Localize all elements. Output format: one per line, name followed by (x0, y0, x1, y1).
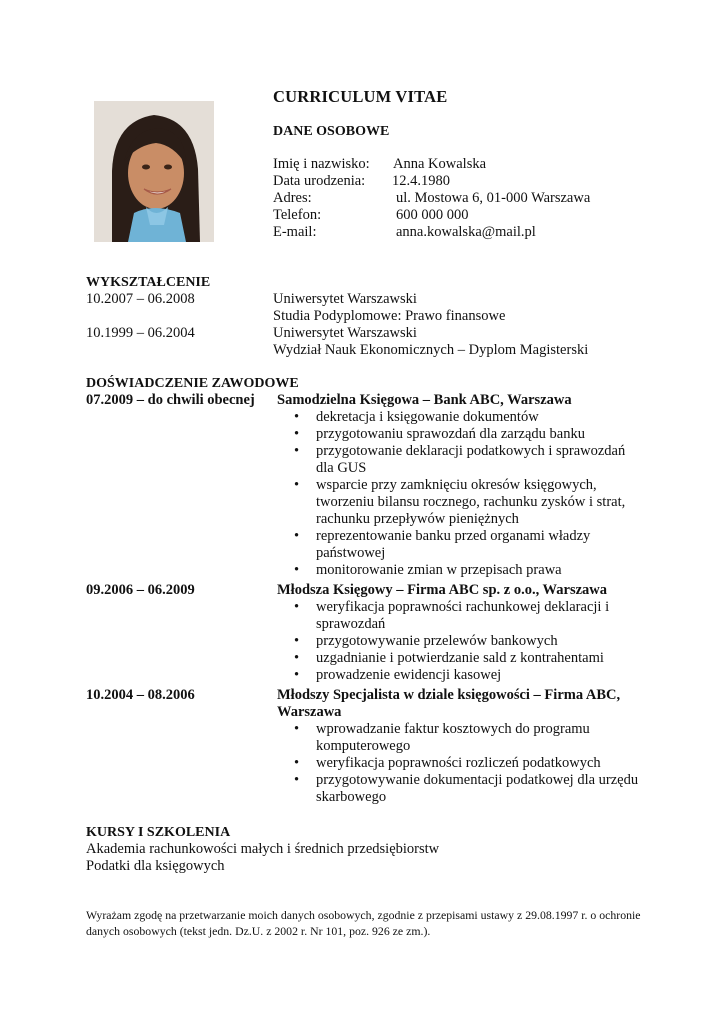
education-program: Wydział Nauk Ekonomicznych – Dyplom Magisterski (273, 342, 589, 358)
list-item: • weryfikacja poprawności rozliczeń podatkowych (316, 755, 646, 772)
personal-name-value: Anna Kowalska (393, 156, 487, 172)
list-item: • przygotowaniu sprawozdań dla zarządu banku (316, 426, 646, 443)
personal-birthdate-value: 12.4.1980 (392, 173, 450, 189)
personal-address-label: Adres: (273, 190, 312, 206)
list-item: • uzgadnianie i potwierdzanie sald z kontrahentami (316, 650, 646, 667)
education-school: Uniwersytet Warszawski (273, 325, 417, 341)
job-date: 09.2006 – 06.2009 (86, 582, 195, 598)
profile-photo (94, 101, 214, 242)
job-duties-list (316, 409, 646, 579)
courses-heading: KURSY I SZKOLENIA (86, 825, 231, 840)
job-title: Samodzielna Księgowa – Bank ABC, Warszawa (277, 392, 572, 408)
list-item: • prowadzenie ewidencji kasowej (316, 667, 646, 684)
list-item: • monitorowanie zmian w przepisach prawa (316, 562, 646, 579)
job-duties-list (316, 599, 646, 684)
personal-email-value: anna.kowalska@mail.pl (396, 224, 536, 240)
job-title-continued: Warszawa (277, 704, 342, 720)
personal-name-label: Imię i nazwisko: (273, 156, 370, 172)
list-item: • przygotowanie deklaracji podatkowych i sprawozdań dla GUS (316, 443, 646, 477)
job-date: 10.2004 – 08.2006 (86, 687, 195, 703)
personal-email-label: E-mail: (273, 224, 317, 240)
education-date: 10.2007 – 06.2008 (86, 291, 195, 307)
personal-phone-label: Telefon: (273, 207, 322, 223)
personal-phone-value: 600 000 000 (396, 207, 469, 223)
list-item: • przygotowywanie dokumentacji podatkowej dla urzędu skarbowego (316, 772, 646, 806)
job-title: Młodszy Specjalista w dziale księgowości – Firma ABC, (277, 687, 621, 703)
list-item: • weryfikacja poprawności rachunkowej deklaracji i sprawozdań (316, 599, 646, 633)
list-item: • wprowadzanie faktur kosztowych do programu komputerowego (316, 721, 646, 755)
list-item: • reprezentowanie banku przed organami władzy państwowej (316, 528, 646, 562)
education-program: Studia Podyplomowe: Prawo finansowe (273, 308, 506, 324)
list-item: • przygotowywanie przelewów bankowych (316, 633, 646, 650)
personal-address-value: ul. Mostowa 6, 01-000 Warszawa (396, 190, 591, 206)
job-duties-list (316, 721, 646, 806)
personal-heading: DANE OSOBOWE (273, 124, 390, 139)
list-item: • wsparcie przy zamknięciu okresów księgowych, tworzeniu bilansu rocznego, rachunku zysków i strat, rachunku przepływów pieniężnych (316, 477, 646, 528)
personal-birthdate-label: Data urodzenia: (273, 173, 366, 189)
job-title: Młodsza Księgowy – Firma ABC sp. z o.o., Warszawa (277, 582, 607, 598)
education-school: Uniwersytet Warszawski (273, 291, 417, 307)
course-item: Podatki dla księgowych (86, 858, 225, 874)
job-date: 07.2009 – do chwili obecnej (86, 392, 255, 408)
education-date: 10.1999 – 06.2004 (86, 325, 195, 341)
list-item: • dekretacja i księgowanie dokumentów (316, 409, 646, 426)
page-title: CURRICULUM VITAE (273, 87, 448, 106)
course-item: Akademia rachunkowości małych i średnich przedsiębiorstw (86, 841, 440, 857)
education-heading: WYKSZTAŁCENIE (86, 275, 211, 290)
experience-heading: DOŚWIADCZENIE ZAWODOWE (86, 376, 299, 391)
data-consent-clause: Wyrażam zgodę na przetwarzanie moich danych osobowych, zgodnie z przepisami ustawy z 29.08.1997 r. o ochronie danych osobowych (tekst jedn. Dz.U. z 2002 r. Nr 101, poz. 926 ze zm.). (86, 908, 641, 938)
